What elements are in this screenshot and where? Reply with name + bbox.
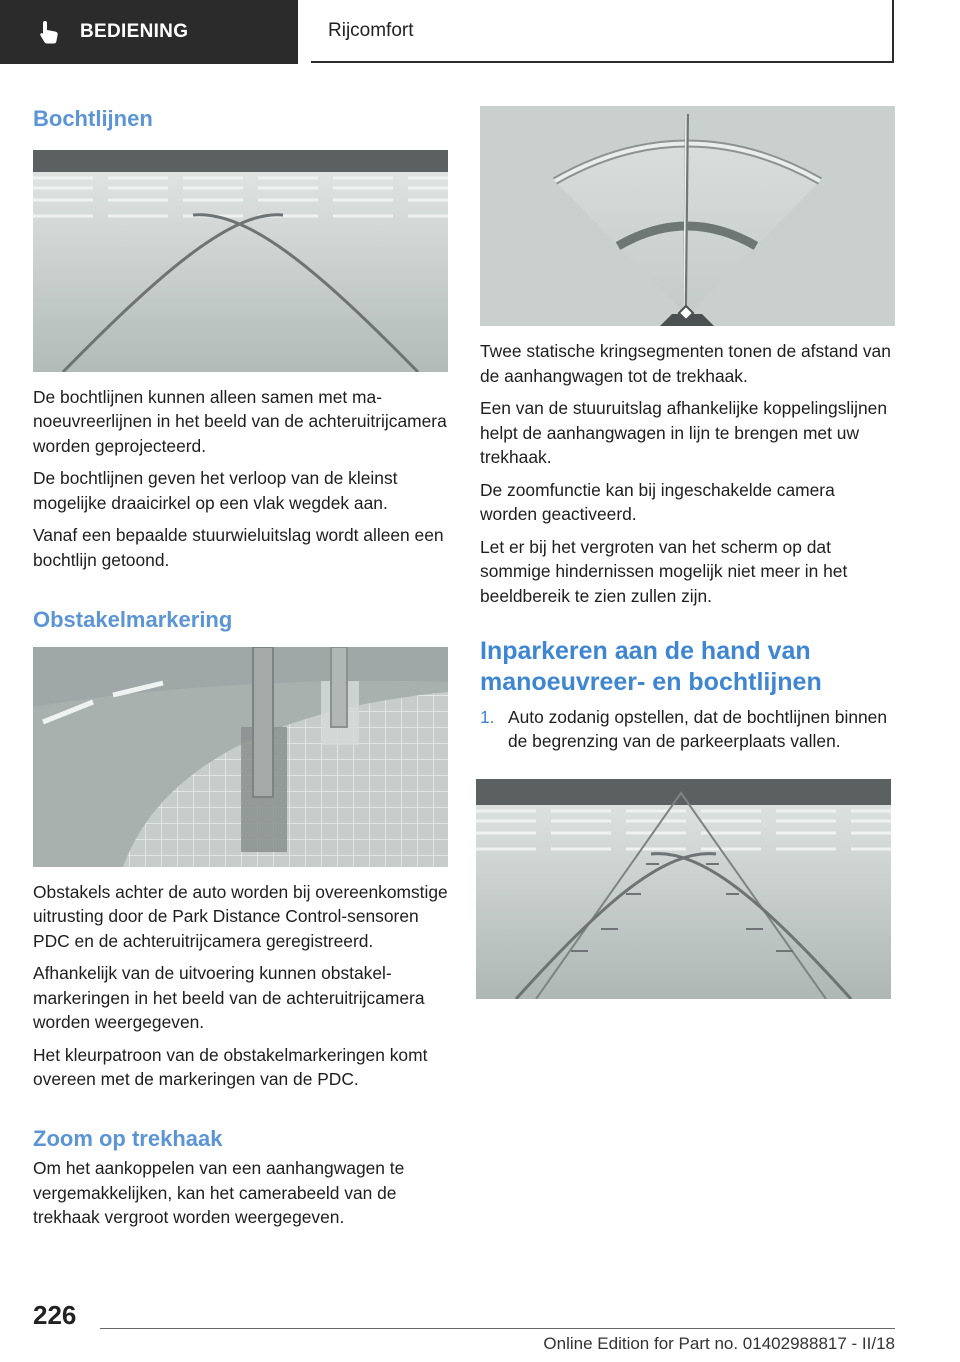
figure-trekhaak-zoom xyxy=(480,106,895,326)
paragraph: De bochtlijnen kunnen alleen samen met manoeuvreerlijnen in het beeld van de achteruitrijcamera worden geprojecteerd. xyxy=(33,386,447,456)
heading-obstakelmarkering: Obstakelmarkering xyxy=(33,607,233,632)
section-title: BEDIENING xyxy=(80,21,189,42)
page-number: 226 xyxy=(33,1300,77,1330)
paragraph: Het kleurpatroon van de obstakelmarkeringen komt overeen met de markeringen van de PDC. xyxy=(33,1044,428,1089)
figure-obstakelmarkering xyxy=(33,647,448,867)
right-column xyxy=(480,106,895,999)
paragraph: Twee statische kringsegmenten tonen de afstand van de aanhangwagen tot de trekhaak. xyxy=(480,341,891,386)
hand-pointer-icon xyxy=(36,19,62,45)
paragraph: Om het aankoppelen van een aanhangwagen te vergemakkelijken, kan het camerabeeld van de trekhaak vergroot worden weergegeven. xyxy=(33,1158,405,1227)
paragraph: Een van de stuuruitslag afhankelijke koppelingslijnen helpt de aanhangwagen in lijn te brengen met uw trekhaak. xyxy=(480,398,888,467)
step-list xyxy=(480,705,895,754)
heading-zoom-op-trekhaak: Zoom op trekhaak xyxy=(33,1125,223,1151)
paragraph: Vanaf een bepaalde stuurwieluitslag wordt alleen een bochtlijn getoond. xyxy=(33,525,444,570)
paragraph: Let er bij het vergroten van het scherm op dat sommige hindernissen mogelijk niet meer in het beeldbereik te zien zullen zijn. xyxy=(480,536,848,606)
chapter-title: Rijcomfort xyxy=(328,19,414,41)
figure-inparkeren xyxy=(476,779,891,999)
figure-bochtlijnen xyxy=(33,150,448,372)
left-column xyxy=(33,100,448,1230)
heading-bochtlijnen: Bochtlijnen xyxy=(33,106,153,131)
chapter-header xyxy=(311,0,894,63)
section-tab xyxy=(0,0,298,64)
paragraph: De zoomfunctie kan bij ingeschakelde camera worden geactiveerd. xyxy=(480,479,835,524)
footer-edition: Online Edition for Part no. 01402988817 - II/18 xyxy=(543,1334,895,1353)
paragraph: De bochtlijnen geven het verloop van de kleinst mogelijke draaicirkel op een vlak wegdek aan. xyxy=(33,468,398,513)
paragraph: Obstakels achter de auto worden bij overeenkomstige uitrusting door de Park Distance Control-sensoren PDC en de achteruitrijcamera geregistreerd. xyxy=(33,881,448,951)
step-number: 1. xyxy=(480,706,495,727)
footer-divider xyxy=(100,1328,895,1329)
step-text: Auto zodanig opstellen, dat de bochtlijnen binnen de begrenzing van de parkeerplaats vallen. xyxy=(508,706,888,751)
list-item xyxy=(480,705,895,754)
heading-inparkeren: Inparkeren aan de hand van manoeuvreer- en bochtlijnen xyxy=(480,637,822,697)
paragraph: Afhankelijk van de uitvoering kunnen obstakelmarkeringen in het beeld van de achteruitrijcamera worden weergegeven. xyxy=(33,963,425,1032)
